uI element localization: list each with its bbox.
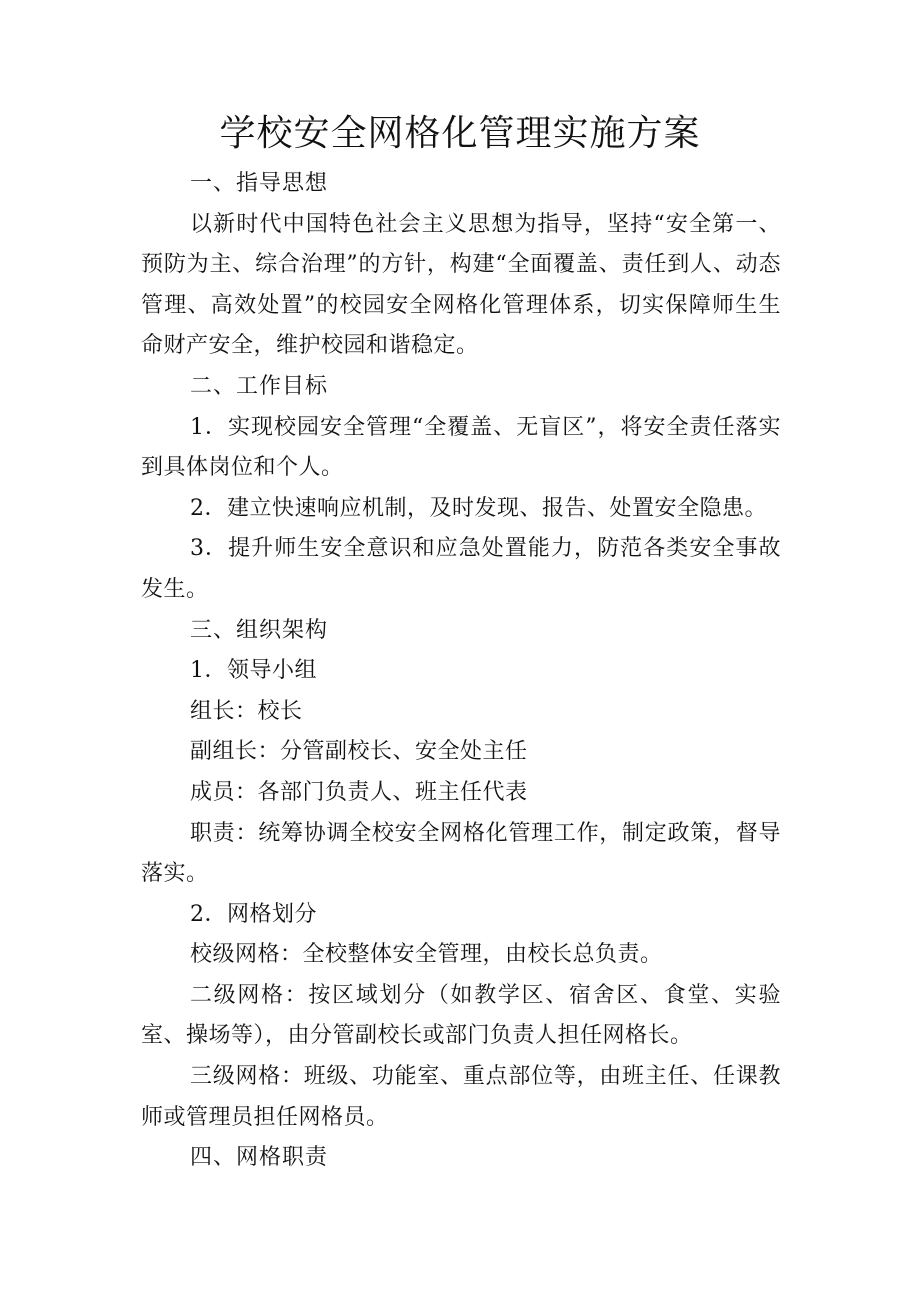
section-heading-guiding-ideology: 一、指导思想 [190, 171, 329, 196]
school-level-grid: 校级网格：全校整体安全管理，由校长总负责。 [190, 942, 663, 968]
responsibilities-line: 职责：统筹协调全校安全网格化管理工作，制定政策，督导落实。 [141, 820, 781, 887]
subheading-grid-division: 2．网格划分 [190, 901, 317, 927]
goal-item-1: 1．实现校园安全管理“全覆盖、无盲区”，将安全责任落实到具体岗位和个人。 [141, 414, 781, 481]
section-heading-grid-duties: 四、网格职责 [190, 1145, 329, 1171]
document-body [141, 164, 781, 1179]
subheading-leadership-group: 1．领导小组 [190, 658, 317, 684]
second-level-grid: 二级网格：按区域划分（如教学区、宿舍区、食堂、实验室、操场等），由分管副校长或部门负责人担任网格长。 [141, 982, 781, 1049]
deputy-leader-line: 副组长：分管副校长、安全处主任 [190, 739, 528, 765]
section-heading-organization: 三、组织架构 [190, 617, 329, 643]
members-line: 成员：各部门负责人、班主任代表 [190, 779, 528, 805]
document-title: 学校安全网格化管理实施方案 [219, 113, 701, 154]
third-level-grid: 三级网格：班级、功能室、重点部位等，由班主任、任课教师或管理员担任网格员。 [141, 1064, 781, 1130]
goal-item-2: 2．建立快速响应机制，及时发现、报告、处置安全隐患。 [190, 495, 767, 521]
paragraph-guiding-ideology: 以新时代中国特色社会主义思想为指导，坚持“安全第一、预防为主、综合治理”的方针，构建“全面覆盖、责任到人、动态管理、高效处置”的校园安全网格化管理体系，切实保障师生生命财产安全，维护校园和谐稳定。 [141, 211, 781, 359]
goal-item-3: 3．提升师生安全意识和应急处置能力，防范各类安全事故发生。 [141, 536, 781, 602]
section-heading-work-goals: 二、工作目标 [190, 373, 329, 399]
leader-line: 组长：校长 [190, 698, 303, 724]
